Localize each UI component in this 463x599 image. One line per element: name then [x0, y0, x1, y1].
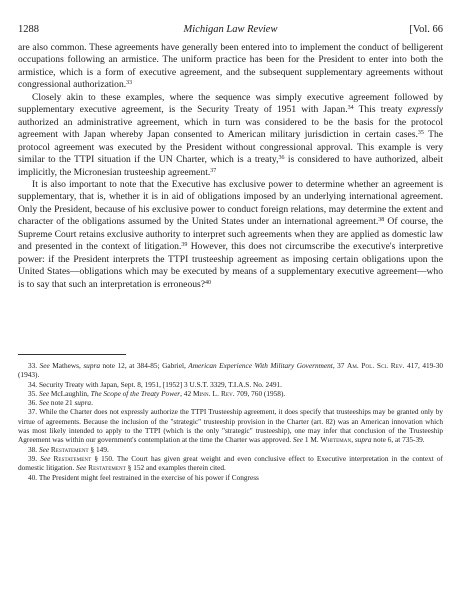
footnote-text: 1 M. — [303, 435, 321, 445]
paragraph-text: Of course, the Supreme Court retains exclusive authority to interpret such agreements when they are applied as domestic law and presented in the context of litigation. — [18, 216, 443, 253]
running-head — [18, 24, 443, 38]
restatement-abbrev: Restatement — [50, 444, 89, 454]
paragraph-text: However, this does not circumscribe the executive's interpretive power: if the President interprets the TTPI trusteeship agreement as imposing certain obligations upon the United States—obligations which may be executed by means of a supplementary executive agreement—who is to say that such an interpretation is erroneous? — [18, 241, 443, 290]
footnote-33 — [18, 361, 443, 380]
paragraph-executive-power — [18, 179, 443, 291]
journal-abbrev: Am. Pol. Sci. Rev. — [346, 361, 405, 370]
footnote-number: 39. — [28, 453, 41, 463]
footnote-text: 37. While the Charter does not expressly authorize the TTPI Trusteeship agreement, it does specify that trusteeships may be granted only by virtue of agreements. Because the inclusion of the "strategic" trusteeship provision in the Charter (art. 82) was an American innovation which was most likely intended to apply to the TTPI (which is the only "strategic" trusteeship), one may infer that conclusion of the Trusteeship Agreement was within our government's contemplation at the time the Charter was approved. — [18, 407, 443, 445]
signal-text: supra — [74, 398, 92, 408]
footnote-text: note 21 — [49, 398, 75, 408]
journal-title: Michigan Law Review — [183, 24, 278, 35]
emphasis-text: expressly — [407, 104, 443, 116]
signal-text: See — [39, 361, 50, 370]
signal-text: See — [38, 398, 50, 408]
footnote-text: 34. Security Treaty with Japan, Sept. 8, 1951, [1952] 3 U.S.T. 3329, T.I.A.S. No. 2491. — [28, 379, 282, 389]
footnote-text: , 37 — [332, 361, 347, 370]
footnote-40 — [18, 473, 443, 482]
footnote-number: 35. — [28, 388, 39, 398]
paragraph-text: authorized an administrative agreement, which in turn was considered to be the basis for the protocol agreement with Japan whereby Japan consented to American military jurisdiction in certain cases. — [18, 116, 443, 141]
footnote-text: 417, 419-30 (1943). — [18, 361, 443, 380]
footnote-36 — [18, 398, 443, 407]
paragraph-text: are also common. These agreements have generally been entered into to implement the conduct of belligerent occupations following an armistice. The uniform practice has been for the President to enter into both the armistice, which is a form of executive agreement, and the subsequent supplementary agreements without congressional authorization. — [18, 42, 443, 91]
footnote-text: 40. The President might feel restrained in the exercise of his power if Congress — [28, 472, 259, 482]
signal-text: See — [292, 435, 304, 445]
paragraph-text: is considered to have authorized, albeit implicitly, the Micronesian trusteeship agreement. — [18, 154, 443, 178]
paragraph-text: This treaty — [353, 104, 408, 116]
footnote-number: 36. — [28, 398, 39, 408]
footnote-text: Mathews, — [49, 361, 84, 370]
footnote-number: 33. — [28, 361, 40, 370]
footnote-text: , — [351, 435, 355, 445]
footnote-ref[interactable]: 35 — [417, 130, 424, 137]
footnote-37 — [18, 407, 443, 444]
restatement-abbrev: Restatement — [53, 453, 92, 463]
footnote-ref[interactable]: 39 — [181, 242, 188, 249]
footnotes — [18, 361, 443, 482]
footnote-text: § 152 and examples therein cited. — [125, 463, 226, 473]
footnote-ref[interactable]: 40 — [205, 279, 212, 286]
volume-label: [Vol. 66 — [409, 24, 443, 35]
signal-text: supra — [354, 435, 372, 445]
footnote-text: 709, 760 (1958). — [234, 388, 286, 398]
footnote-text: note 6, at 735-39. — [371, 435, 425, 445]
footnote-ref[interactable]: 33 — [126, 80, 133, 87]
restatement-abbrev: Restatement — [88, 463, 126, 473]
footnote-35 — [18, 389, 443, 398]
footnote-ref[interactable]: 34 — [347, 105, 354, 112]
footnote-ref[interactable]: 36 — [278, 155, 285, 162]
page-number: 1288 — [18, 24, 39, 35]
paragraph-text: It is also important to note that the Executive has exclusive power to determine whether an agreement is supplementary, that is, whether it is in aid of obligations imposed by an underlying international agreement. Only the President, because of his exclusive power to conduct foreign relations, may determine the extent and character of the obligations assumed by the United States under an international agreement. — [18, 178, 443, 228]
citation-title: American Experience With Military Government — [188, 361, 333, 370]
footnote-text: § 149. — [88, 444, 109, 454]
signal-text: See — [40, 453, 51, 463]
signal-text: See — [38, 444, 50, 454]
signal-text: supra — [83, 361, 100, 370]
paragraph-text: The protocol agreement was executed by the President without congressional approval. This example is very similar to the TTPI situation if the UN Charter, which is a treaty, — [18, 129, 443, 166]
journal-abbrev: Minn. L. Rev. — [192, 388, 235, 398]
footnote-38 — [18, 445, 443, 454]
author-name: Whiteman — [320, 435, 352, 445]
footnote-34 — [18, 380, 443, 389]
paragraph-text: Closely akin to these examples, where the sequence was simply executive agreement followed by supplementary executive agreement, is the Security Treaty of 1951 with Japan. — [18, 91, 443, 116]
footnote-text: note 12, at 384-85; Gabriel, — [99, 361, 189, 370]
footnote-text: § 150. The Court has given great weight and even conclusive effect to Executive interpretation in the context of domestic litigation. — [18, 453, 443, 473]
footnote-number: 38. — [28, 444, 39, 454]
footnote-ref[interactable]: 38 — [378, 217, 385, 224]
footnote-39 — [18, 454, 443, 473]
footnote-divider — [18, 354, 126, 355]
signal-text: See — [76, 463, 87, 473]
signal-text: See — [38, 388, 50, 398]
paragraph-japan-treaty — [18, 92, 443, 179]
body-text — [18, 42, 443, 291]
footnote-text: McLaughlin, — [49, 388, 91, 398]
footnote-text: . — [91, 398, 93, 408]
paragraph-continuation — [18, 42, 443, 92]
citation-title: The Scope of the Treaty Power — [90, 388, 181, 398]
footnote-text: , 42 — [180, 388, 193, 398]
footnote-ref[interactable]: 37 — [210, 167, 217, 174]
